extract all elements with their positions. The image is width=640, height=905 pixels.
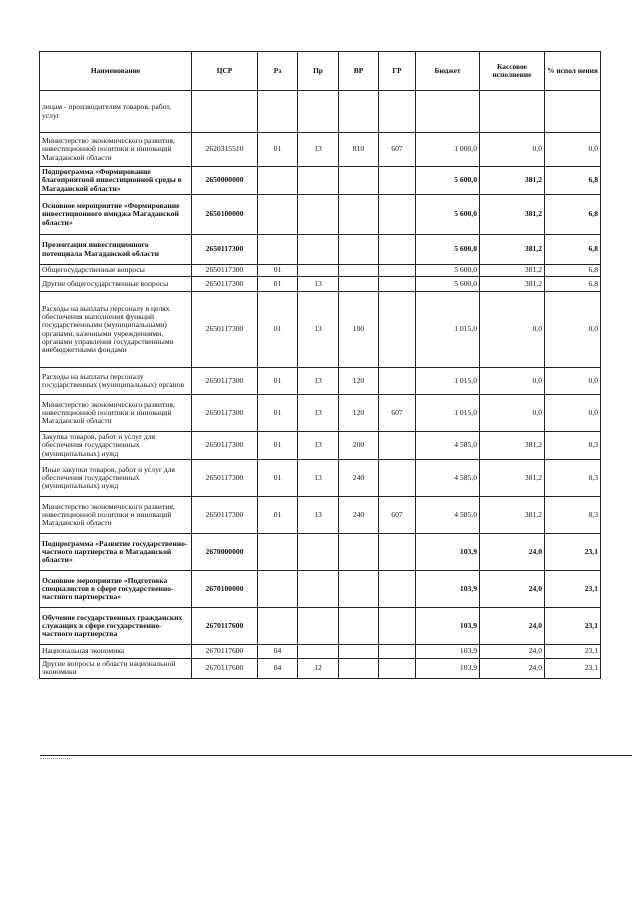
cell-csr: 2650117300 xyxy=(192,497,258,534)
cell-rz: 01 xyxy=(258,395,298,432)
cell-csr: 2650117300 xyxy=(192,292,258,368)
cell-gr xyxy=(379,432,416,460)
cell-gr xyxy=(379,91,416,133)
cell-vr: 810 xyxy=(339,133,379,167)
cell-kassa: 0,0 xyxy=(480,292,545,368)
cell-pr xyxy=(298,645,339,659)
cell-gr xyxy=(379,167,416,195)
cell-vr xyxy=(339,645,379,659)
budget-table xyxy=(39,51,601,679)
cell-rz: 01 xyxy=(258,277,298,292)
cell-pct: 6,8 xyxy=(545,235,601,265)
cell-pct: 23,1 xyxy=(545,608,601,645)
table-row xyxy=(40,368,601,395)
cell-name: Основное мероприятие «Формирование инвестиционного имиджа Магаданской области» xyxy=(40,195,192,235)
cell-kassa: 381,2 xyxy=(480,432,545,460)
header-budget: Бюджет xyxy=(416,52,480,91)
cell-gr: 607 xyxy=(379,497,416,534)
cell-budget: 103,9 xyxy=(416,645,480,659)
table-row xyxy=(40,195,601,235)
cell-rz xyxy=(258,195,298,235)
table-row xyxy=(40,608,601,645)
cell-csr: 2650117300 xyxy=(192,277,258,292)
cell-pct: 6,8 xyxy=(545,277,601,292)
cell-name: Расходы на выплаты персоналу в целях обеспечения выполнения функций государственными (муниципальными) органами, казенными учреждениями, органами управления государственными внебюджетными фондами xyxy=(40,292,192,368)
cell-pct: 23,1 xyxy=(545,645,601,659)
cell-gr xyxy=(379,460,416,497)
cell-rz xyxy=(258,167,298,195)
cell-rz xyxy=(258,608,298,645)
table-row xyxy=(40,395,601,432)
cell-vr xyxy=(339,195,379,235)
cell-name: Иные закупки товаров, работ и услуг для обеспечения государственных (муниципальных) нужд xyxy=(40,460,192,497)
cell-budget: 4 585,0 xyxy=(416,432,480,460)
cell-vr: 200 xyxy=(339,432,379,460)
table-row xyxy=(40,534,601,571)
cell-vr xyxy=(339,571,379,608)
cell-kassa: 381,2 xyxy=(480,497,545,534)
cell-name: Другие вопросы в области национальной экономики xyxy=(40,659,192,679)
table-row xyxy=(40,659,601,679)
cell-vr: 100 xyxy=(339,292,379,368)
table-row xyxy=(40,235,601,265)
cell-rz: 01 xyxy=(258,368,298,395)
cell-rz xyxy=(258,571,298,608)
cell-name: Министерство экономического развития, инвестиционной политики и инноваций Магаданской области xyxy=(40,395,192,432)
cell-vr: 240 xyxy=(339,460,379,497)
cell-rz: 01 xyxy=(258,460,298,497)
cell-budget: 1 000,0 xyxy=(416,133,480,167)
cell-csr: 2650117300 xyxy=(192,368,258,395)
cell-csr: 2650117300 xyxy=(192,265,258,277)
table-row xyxy=(40,91,601,133)
cell-csr: 2670100000 xyxy=(192,571,258,608)
cell-pr: 13 xyxy=(298,460,339,497)
cell-vr xyxy=(339,277,379,292)
cell-budget: 103,9 xyxy=(416,571,480,608)
cell-pct: 6,8 xyxy=(545,195,601,235)
cell-pct: 23,1 xyxy=(545,534,601,571)
cell-pct: 8,3 xyxy=(545,432,601,460)
cell-csr: 2650117300 xyxy=(192,432,258,460)
cell-kassa: 24,0 xyxy=(480,608,545,645)
cell-kassa xyxy=(480,91,545,133)
cell-pr: 12 xyxy=(298,659,339,679)
table-row xyxy=(40,460,601,497)
cell-gr: 607 xyxy=(379,133,416,167)
cell-budget: 103,9 xyxy=(416,659,480,679)
cell-pr xyxy=(298,534,339,571)
cell-pr xyxy=(298,167,339,195)
cell-budget xyxy=(416,91,480,133)
cell-pr xyxy=(298,571,339,608)
cell-gr xyxy=(379,195,416,235)
header-rz: Рз xyxy=(258,52,298,91)
cell-csr: 2670117600 xyxy=(192,659,258,679)
table-header-row xyxy=(40,52,601,91)
cell-budget: 103,9 xyxy=(416,608,480,645)
cell-kassa: 24,0 xyxy=(480,645,545,659)
cell-name: Подпрограмма «Развитие государственно-частного партнерства в Магаданской области» xyxy=(40,534,192,571)
cell-name: Общегосударственные вопросы xyxy=(40,265,192,277)
cell-budget: 1 015,0 xyxy=(416,395,480,432)
table-row xyxy=(40,497,601,534)
cell-csr: 2670117600 xyxy=(192,608,258,645)
cell-budget: 4 585,0 xyxy=(416,497,480,534)
cell-name: Министерство экономического развития, инвестиционной политики и инноваций Магаданской области xyxy=(40,133,192,167)
cell-rz: 01 xyxy=(258,432,298,460)
cell-pr xyxy=(298,91,339,133)
cell-name: лицам - производителям товаров, работ, услуг xyxy=(40,91,192,133)
cell-name: Обучение государственных гражданских служащих в сфере государственно-частного партнерства xyxy=(40,608,192,645)
cell-pr: 13 xyxy=(298,292,339,368)
cell-budget: 5 600,0 xyxy=(416,167,480,195)
cell-gr xyxy=(379,571,416,608)
cell-budget: 5 600,0 xyxy=(416,195,480,235)
cell-budget: 1 015,0 xyxy=(416,368,480,395)
cell-kassa: 0,0 xyxy=(480,395,545,432)
cell-name: Подпрограмма «Формирование благоприятной инвестиционной среды в Магаданской области» xyxy=(40,167,192,195)
cell-csr: 2670117600 xyxy=(192,645,258,659)
cell-pr xyxy=(298,235,339,265)
cell-pr: 13 xyxy=(298,497,339,534)
cell-kassa: 381,2 xyxy=(480,167,545,195)
cell-rz: 01 xyxy=(258,265,298,277)
cell-budget: 5 600,0 xyxy=(416,277,480,292)
cell-vr: 120 xyxy=(339,395,379,432)
cell-csr xyxy=(192,91,258,133)
cell-csr: 2650117300 xyxy=(192,395,258,432)
cell-pr: 13 xyxy=(298,277,339,292)
cell-name: Закупка товаров, работ и услуг для обеспечения государственных (муниципальных) нужд xyxy=(40,432,192,460)
cell-kassa: 381,2 xyxy=(480,460,545,497)
cell-pct: 0,0 xyxy=(545,133,601,167)
table-row xyxy=(40,167,601,195)
cell-vr xyxy=(339,659,379,679)
cell-pct: 6,8 xyxy=(545,265,601,277)
cell-name: Национальная экономика xyxy=(40,645,192,659)
header-pr: Пр xyxy=(298,52,339,91)
cell-pct: 6,8 xyxy=(545,167,601,195)
cell-vr: 120 xyxy=(339,368,379,395)
cell-csr: 2650000000 xyxy=(192,167,258,195)
table-row xyxy=(40,277,601,292)
cell-rz: 04 xyxy=(258,659,298,679)
cell-budget: 103,9 xyxy=(416,534,480,571)
cell-kassa: 24,0 xyxy=(480,571,545,608)
cell-pct: 0,0 xyxy=(545,395,601,432)
cell-rz xyxy=(258,235,298,265)
cell-csr: 2650100000 xyxy=(192,195,258,235)
cell-csr: 2650117300 xyxy=(192,235,258,265)
cell-csr: 2620315510 xyxy=(192,133,258,167)
cell-budget: 1 015,0 xyxy=(416,292,480,368)
table-body xyxy=(40,91,601,679)
header-csr: ЦСР xyxy=(192,52,258,91)
cell-kassa: 0,0 xyxy=(480,368,545,395)
table-row xyxy=(40,133,601,167)
cell-rz: 01 xyxy=(258,133,298,167)
table-row xyxy=(40,292,601,368)
table-row xyxy=(40,571,601,608)
cell-pct: 23,1 xyxy=(545,659,601,679)
cell-gr xyxy=(379,368,416,395)
cell-kassa: 24,0 xyxy=(480,659,545,679)
page-separator-line xyxy=(40,755,632,756)
cell-kassa: 0,0 xyxy=(480,133,545,167)
cell-pct: 0,0 xyxy=(545,368,601,395)
table-row xyxy=(40,432,601,460)
table-row xyxy=(40,265,601,277)
cell-pct: 23,1 xyxy=(545,571,601,608)
cell-gr: 607 xyxy=(379,395,416,432)
cell-gr xyxy=(379,235,416,265)
cell-name: Расходы на выплаты персоналу государственных (муниципальных) органов xyxy=(40,368,192,395)
header-vr: ВР xyxy=(339,52,379,91)
cell-gr xyxy=(379,265,416,277)
cell-rz: 01 xyxy=(258,292,298,368)
cell-pct: 8,3 xyxy=(545,497,601,534)
cell-name: Другие общегосударственные вопросы xyxy=(40,277,192,292)
table-row xyxy=(40,645,601,659)
cell-csr: 2670000000 xyxy=(192,534,258,571)
cell-pr: 13 xyxy=(298,395,339,432)
cell-vr xyxy=(339,91,379,133)
cell-pr xyxy=(298,608,339,645)
cell-budget: 4 585,0 xyxy=(416,460,480,497)
cell-gr xyxy=(379,277,416,292)
cell-csr: 2650117300 xyxy=(192,460,258,497)
cell-rz xyxy=(258,534,298,571)
cell-budget: 5 600,0 xyxy=(416,235,480,265)
cell-kassa: 381,2 xyxy=(480,277,545,292)
cell-gr xyxy=(379,608,416,645)
page-separator-dots xyxy=(40,758,70,759)
cell-budget: 5 600,0 xyxy=(416,265,480,277)
cell-vr xyxy=(339,167,379,195)
cell-pr: 13 xyxy=(298,133,339,167)
cell-vr xyxy=(339,534,379,571)
header-pct: % испол нения xyxy=(545,52,601,91)
header-gr: ГР xyxy=(379,52,416,91)
cell-pr xyxy=(298,195,339,235)
cell-gr xyxy=(379,292,416,368)
cell-pct: 0,0 xyxy=(545,292,601,368)
cell-name: Министерство экономического развития, инвестиционной политики и инноваций Магаданской области xyxy=(40,497,192,534)
cell-name: Презентация инвестиционного потенциала Магаданской области xyxy=(40,235,192,265)
cell-gr xyxy=(379,659,416,679)
cell-pr: 13 xyxy=(298,432,339,460)
cell-kassa: 381,2 xyxy=(480,235,545,265)
cell-rz xyxy=(258,91,298,133)
cell-pct xyxy=(545,91,601,133)
cell-pr xyxy=(298,265,339,277)
cell-pct: 8,3 xyxy=(545,460,601,497)
header-name: Наименование xyxy=(40,52,192,91)
cell-kassa: 24,0 xyxy=(480,534,545,571)
cell-vr xyxy=(339,608,379,645)
cell-pr: 13 xyxy=(298,368,339,395)
cell-gr xyxy=(379,645,416,659)
cell-gr xyxy=(379,534,416,571)
cell-kassa: 381,2 xyxy=(480,195,545,235)
cell-vr xyxy=(339,265,379,277)
cell-rz: 01 xyxy=(258,497,298,534)
cell-vr xyxy=(339,235,379,265)
cell-vr: 240 xyxy=(339,497,379,534)
cell-rz: 04 xyxy=(258,645,298,659)
cell-name: Основное мероприятие «Подготовка специалистов в сфере государственно-частного партнерства» xyxy=(40,571,192,608)
header-kassa: Кассовое исполнение xyxy=(480,52,545,91)
cell-kassa: 381,2 xyxy=(480,265,545,277)
